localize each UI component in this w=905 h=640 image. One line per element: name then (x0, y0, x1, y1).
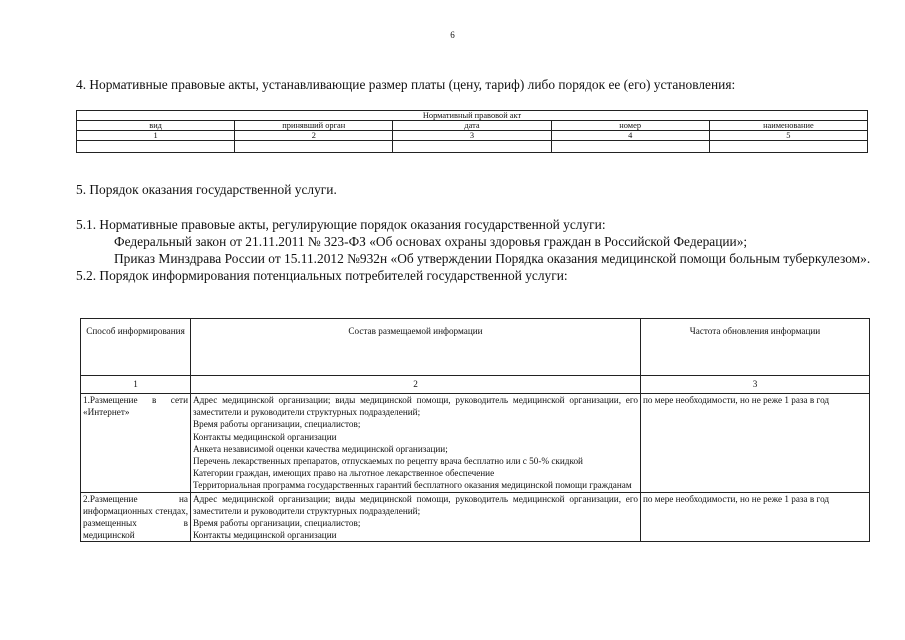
table-row (81, 492, 870, 542)
info-line: Время работы организации, специалистов; (193, 518, 361, 529)
legal-act-item: Приказ Минздрава России от 15.11.2012 №932н «Об утверждении Порядка оказания медицинской помощи больным туберкулезом». (114, 251, 871, 266)
column-header: номер (551, 121, 709, 131)
section51-block (76, 216, 872, 284)
column-header: принявший орган (235, 121, 393, 131)
empty-cell (393, 141, 551, 153)
legal-act-item: Федеральный закон от 21.11.2011 № 323-ФЗ «Об основах охраны здоровья граждан в Российской Федерации»; (114, 234, 748, 249)
column-number: 3 (393, 131, 551, 141)
column-number: 3 (641, 376, 870, 394)
header-content: Состав размещаемой информации (191, 319, 641, 376)
empty-cell (235, 141, 393, 153)
column-number: 5 (709, 131, 867, 141)
info-line: Анкета независимой оценки качества медицинской организации; (193, 443, 448, 454)
table-row (81, 394, 870, 493)
column-header: вид (77, 121, 235, 131)
method-cell: 1.Размещение в сети «Интернет» (81, 394, 191, 493)
frequency-cell: по мере необходимости, но не реже 1 раза в год (641, 492, 870, 542)
frequency-cell: по мере необходимости, но не реже 1 раза в год (641, 394, 870, 493)
content-cell (191, 492, 641, 542)
empty-cell (551, 141, 709, 153)
column-number: 1 (77, 131, 235, 141)
column-number: 2 (191, 376, 641, 394)
column-number: 2 (235, 131, 393, 141)
info-line: Адрес медицинской организации; виды медицинской помощи, руководитель медицинской организации, его заместители и руководители структурных подразделений; (193, 493, 638, 516)
column-number: 4 (551, 131, 709, 141)
page-number: 6 (450, 30, 455, 40)
empty-cell (77, 141, 235, 153)
column-header: дата (393, 121, 551, 131)
info-line: Перечень лекарственных препаратов, отпускаемых по рецепту врача бесплатно или с 50-% скидкой (193, 456, 583, 467)
info-line: Адрес медицинской организации; виды медицинской помощи, руководитель медицинской организации, его заместители и руководители структурных подразделений; (193, 395, 638, 418)
section4-heading: 4. Нормативные правовые акты, устанавливающие размер платы (цену, тариф) либо порядок ее (его) установления: (76, 77, 736, 92)
column-number: 1 (81, 376, 191, 394)
info-line: Категории граждан, имеющих право на льготное лекарственное обеспечение (193, 468, 495, 479)
info-line: Контакты медицинской организации (193, 530, 337, 541)
column-header: наименование (709, 121, 867, 131)
normative-acts-table (76, 110, 868, 153)
section51-heading: 5.1. Нормативные правовые акты, регулирующие порядок оказания государственной услуги: (76, 217, 606, 232)
informing-table (80, 318, 870, 542)
section5-heading: 5. Порядок оказания государственной услуги. (76, 182, 337, 197)
content-cell (191, 394, 641, 493)
method-cell: 2.Размещение на информационных стендах, размещенных в медицинской (81, 492, 191, 542)
header-frequency: Частота обновления информации (641, 319, 870, 376)
info-line: Территориальная программа государственных гарантий бесплатного оказания медицинской помощи гражданам (193, 480, 632, 491)
info-line: Время работы организации, специалистов; (193, 419, 361, 430)
section52-heading: 5.2. Порядок информирования потенциальных потребителей государственной услуги: (76, 268, 568, 283)
normative-acts-table-title: Нормативный правовой акт (77, 111, 868, 121)
header-method: Способ информирования (81, 319, 191, 376)
info-line: Контакты медицинской организации (193, 431, 337, 442)
empty-cell (709, 141, 867, 153)
